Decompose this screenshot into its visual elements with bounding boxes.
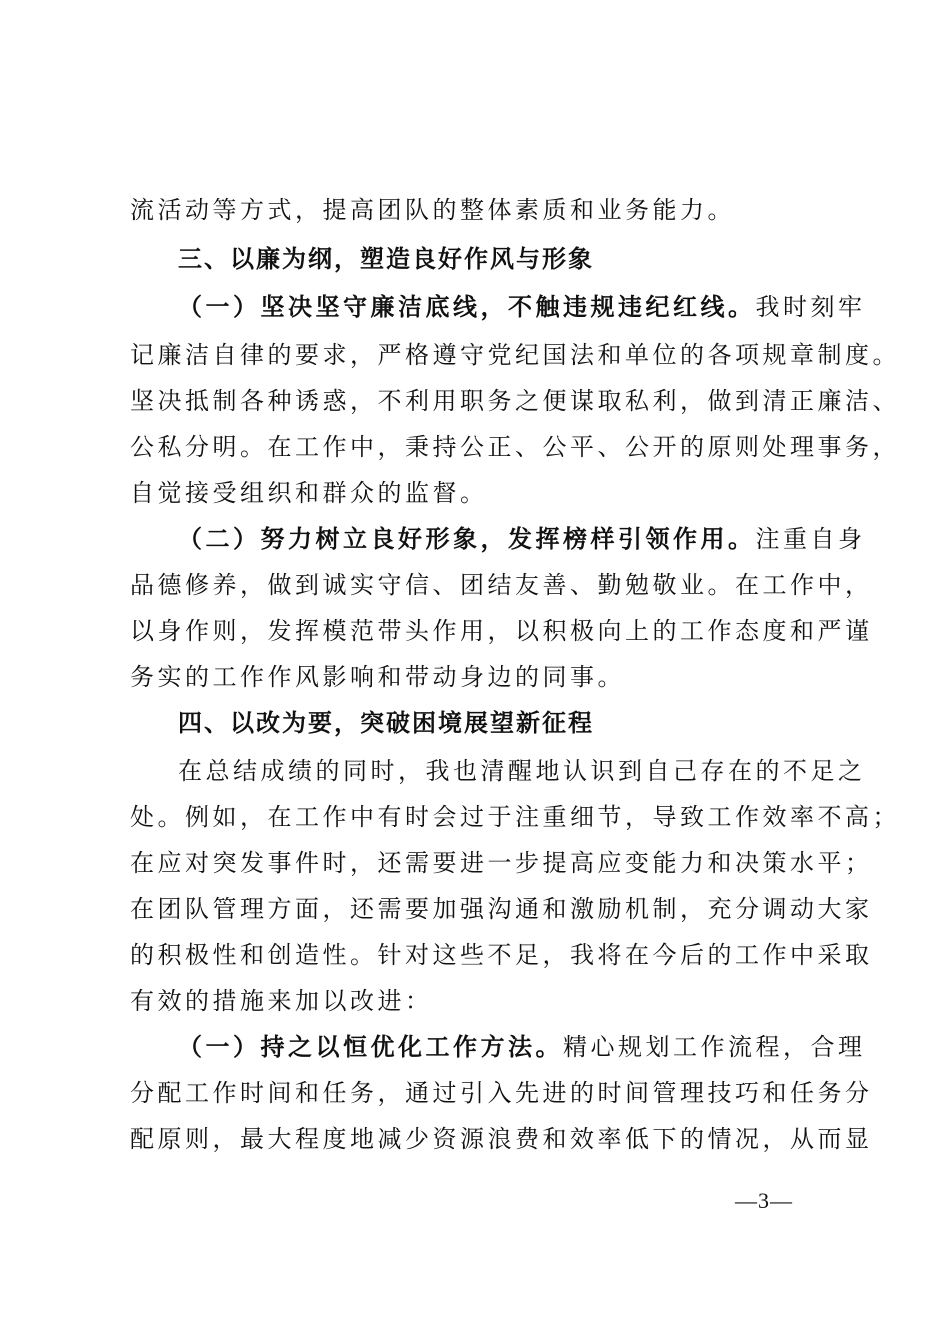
paragraph-text: 我时刻牢 bbox=[755, 293, 866, 321]
text-line: 分配工作时间和任务，通过引入先进的时间管理技巧和任务分 bbox=[130, 1079, 873, 1107]
text-line: 配原则，最大程度地减少资源浪费和效率低下的情况，从而显 bbox=[130, 1125, 873, 1153]
text-line: 坚决抵制各种诱惑，不利用职务之便谋取私利，做到清正廉洁、 bbox=[130, 387, 900, 415]
text-line: 记廉洁自律的要求，严格遵守党纪国法和单位的各项规章制度。 bbox=[130, 341, 900, 369]
text-line: 在总结成绩的同时，我也清醒地认识到自己存在的不足之 bbox=[178, 757, 866, 785]
paragraph-text: 注重自身 bbox=[755, 525, 866, 553]
paragraph-lead: （一）坚决坚守廉洁底线，不触违规违纪红线。 bbox=[178, 292, 756, 321]
text-line: 有效的措施来加以改进： bbox=[130, 987, 433, 1015]
text-line: 公私分明。在工作中，秉持公正、公平、公开的原则处理事务， bbox=[130, 433, 900, 461]
paragraph-first-line bbox=[178, 292, 866, 322]
text-line: 在团队管理方面，还需要加强沟通和激励机制，充分调动大家 bbox=[130, 895, 873, 923]
paragraph-first-line bbox=[178, 1032, 866, 1062]
text-line: 处。例如，在工作中有时会过于注重细节，导致工作效率不高； bbox=[130, 803, 900, 831]
paragraph-text: 精心规划工作流程，合理 bbox=[563, 1033, 866, 1061]
text-line: 在应对突发事件时，还需要进一步提高应变能力和决策水平； bbox=[130, 849, 873, 877]
paragraph-lead: （一）持之以恒优化工作方法。 bbox=[178, 1032, 563, 1061]
text-line: 以身作则，发挥模范带头作用，以积极向上的工作态度和严谨 bbox=[130, 617, 873, 645]
text-line: 品德修养，做到诚实守信、团结友善、勤勉敬业。在工作中， bbox=[130, 571, 873, 599]
section-heading: 三、以廉为纲，塑造良好作风与形象 bbox=[178, 245, 594, 273]
text-line: 的积极性和创造性。针对这些不足，我将在今后的工作中采取 bbox=[130, 941, 873, 969]
paragraph-lead: （二）努力树立良好形象，发挥榜样引领作用。 bbox=[178, 524, 756, 553]
section-heading: 四、以改为要，突破困境展望新征程 bbox=[178, 709, 594, 737]
paragraph-first-line bbox=[178, 524, 866, 554]
text-line: 流活动等方式，提高团队的整体素质和业务能力。 bbox=[130, 196, 735, 224]
text-line: 自觉接受组织和群众的监督。 bbox=[130, 479, 488, 507]
page-number: —3— bbox=[735, 1188, 793, 1213]
text-line: 务实的工作作风影响和带动身边的同事。 bbox=[130, 663, 625, 691]
